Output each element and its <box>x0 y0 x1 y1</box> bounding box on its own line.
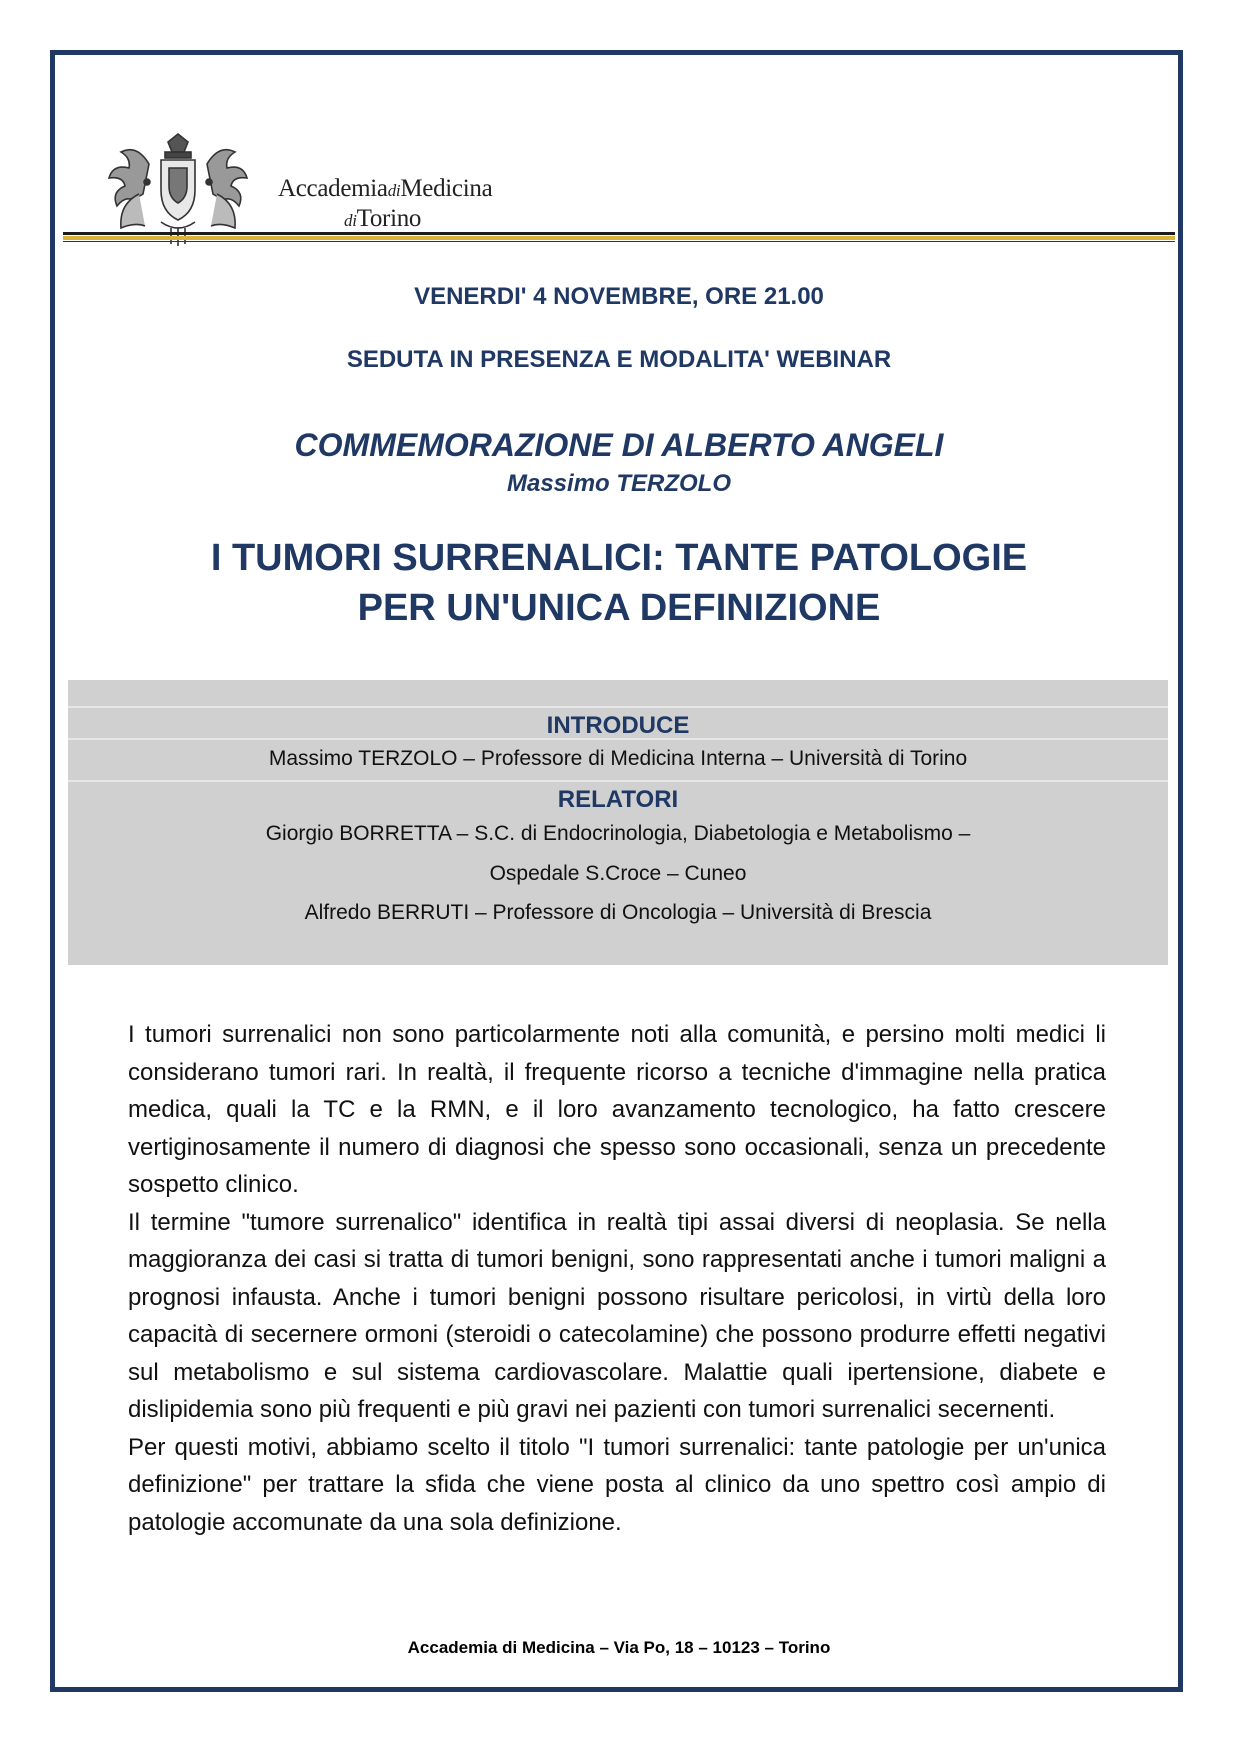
event-title-line1: I TUMORI SURRENALICI: TANTE PATOLOGIE <box>210 537 1028 579</box>
header-rule-thin <box>63 241 1175 242</box>
relatore-1-line1: Giorgio BORRETTA – S.C. di Endocrinologia, Diabetologia e Metabolismo – <box>265 822 971 845</box>
organization-name <box>278 175 492 235</box>
relatori-heading: RELATORI <box>557 786 679 813</box>
description-paragraph-3: Per questi motivi, abbiamo scelto il titolo "I tumori surrenalici: tante patologie per un'unica definizione" per trattare la sfida che viene posta al clinico da uno spettro così ampio di patologie accomunate da una sola definizione. <box>128 1433 1106 1536</box>
row-separator <box>68 780 1168 782</box>
footer-address: Accademia di Medicina – Via Po, 18 – 10123 – Torino <box>407 1638 831 1657</box>
letterhead <box>63 120 1175 250</box>
event-title <box>63 533 1175 633</box>
commemoration-speaker: Massimo TERZOLO <box>506 470 732 497</box>
relatore-2: Alfredo BERRUTI – Professore di Oncologia – Università di Brescia <box>304 901 932 924</box>
org-name-line1: AccademiadiMedicina <box>278 175 493 202</box>
intro-speaker: Massimo TERZOLO – Professore di Medicina Interna – Università di Torino <box>268 747 968 770</box>
description-paragraph-2: Il termine "tumore surrenalico" identifica in realtà tipi assai diversi di neoplasia. Se nella maggioranza dei casi si tratta di tumori benigni, sono rappresentati anche i tumori maligni a prognosi infausta. Anche i tumori benigni possono risultare pericolosi, in virtù della loro capacità di secernere ormoni (steroidi o catecolamine) che possono produrre effetti negativi sul metabolismo e sul sistema cardiovascolare. Malattie quali ipertensione, diabete e dislipidemia sono più frequenti e più gravi nei pazienti con tumori surrenalici secernenti. <box>128 1208 1106 1423</box>
org-name-line2: diTorino <box>344 205 422 232</box>
header-rule-gold <box>63 236 1175 240</box>
event-date: VENERDI' 4 NOVEMBRE, ORE 21.00 <box>414 283 824 310</box>
event-mode: SEDUTA IN PRESENZA E MODALITA' WEBINAR <box>346 346 892 373</box>
header-rule-dark <box>63 232 1175 235</box>
intro-heading: INTRODUCE <box>546 712 690 739</box>
relatore-1-line2: Ospedale S.Croce – Cuneo <box>489 862 747 885</box>
description-paragraph-1: I tumori surrenalici non sono particolarmente noti alla comunità, e persino molti medici li considerano tumori rari. In realtà, il frequente ricorso a tecniche d'immagine nella pratica medica, quali la TC e la RMN, e il loro avanzamento tecnologico, ha fatto crescere vertiginosamente il numero di diagnosi che spesso sono occasionali, senza un precedente sospetto clinico. <box>128 1021 1106 1198</box>
description-text <box>128 1016 1106 1541</box>
event-title-line2: PER UN'UNICA DEFINIZIONE <box>357 587 881 629</box>
row-separator <box>68 706 1168 708</box>
coat-of-arms-logo <box>89 124 267 248</box>
commemoration-title: COMMEMORAZIONE DI ALBERTO ANGELI <box>294 427 944 463</box>
speakers-box <box>68 680 1168 965</box>
